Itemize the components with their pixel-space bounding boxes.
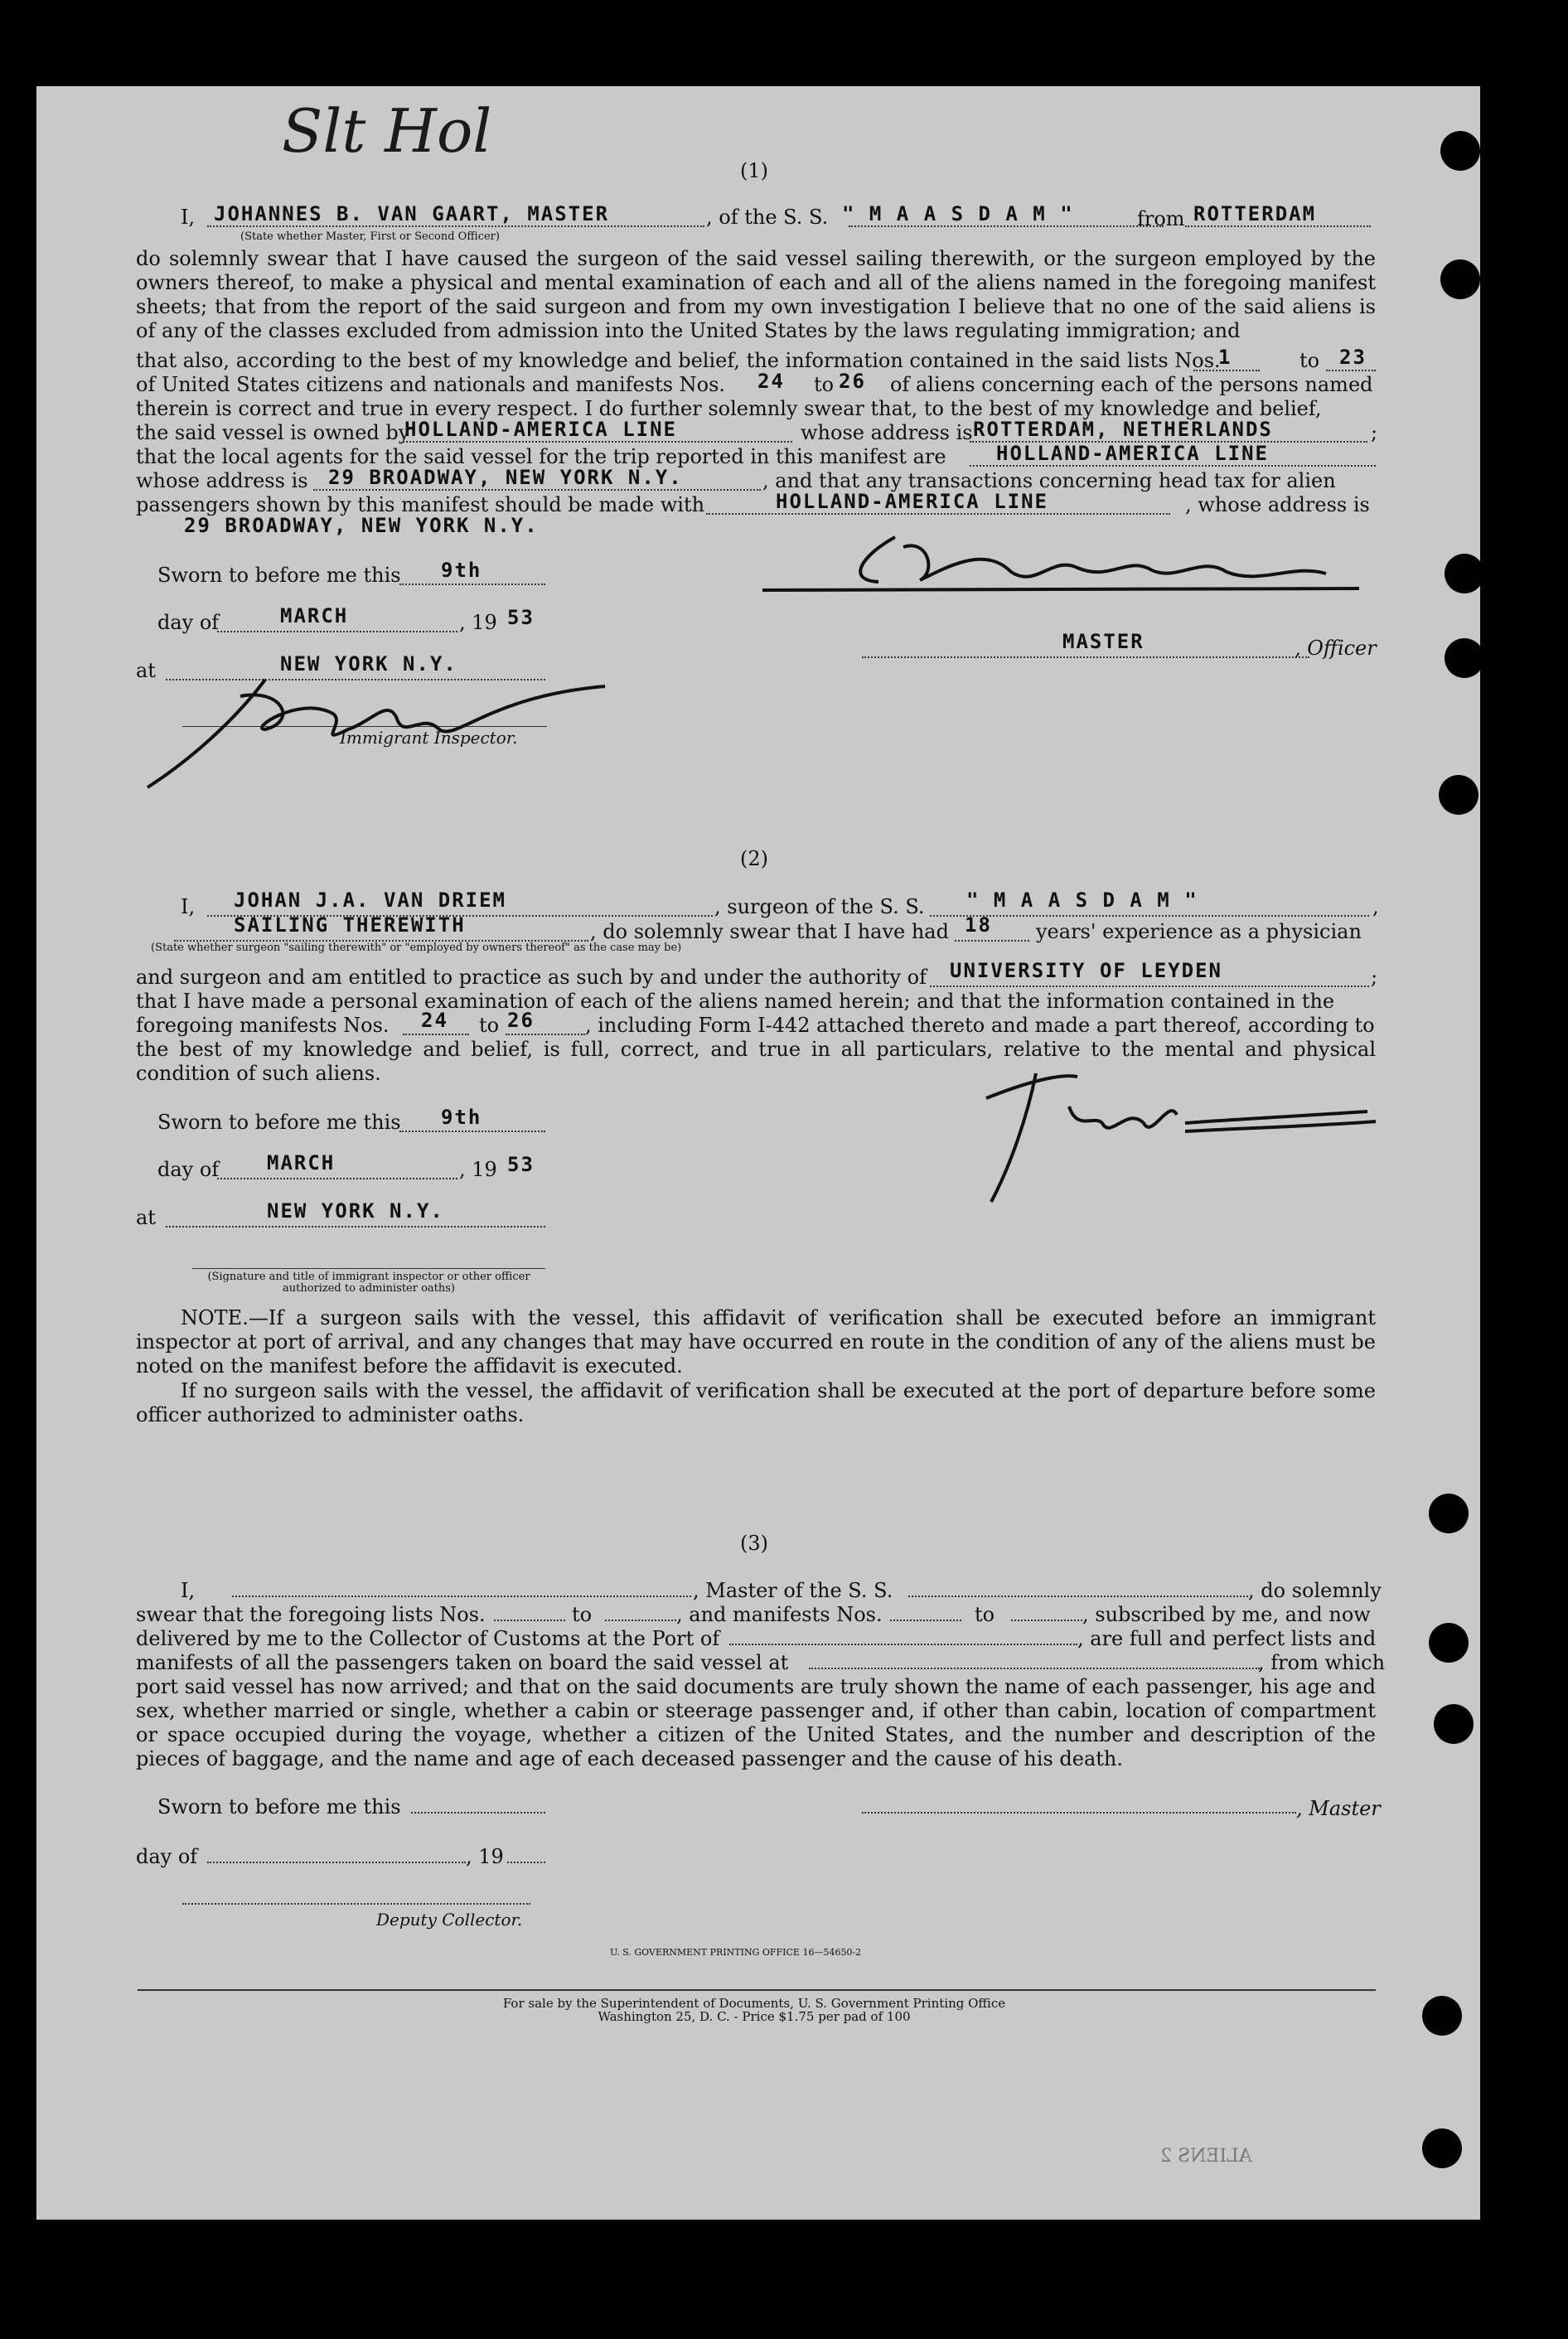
sailing-field: SAILING THEREWITH — [234, 913, 466, 937]
punch-hole — [1422, 1996, 1462, 2036]
master-name-line — [232, 1596, 691, 1597]
lists-to-field: 23 — [1339, 346, 1367, 369]
manifests-text: foregoing manifests Nos. — [136, 1014, 390, 1037]
punch-hole — [1429, 1494, 1469, 1533]
manifests-to-field: 26 — [507, 1009, 535, 1032]
i-label: I, — [181, 206, 196, 229]
years-line — [955, 940, 1029, 942]
ship-line — [930, 915, 1369, 917]
years-field: 18 — [965, 913, 992, 937]
owned-by-label: the said vessel is owned by — [136, 421, 410, 444]
year-line — [507, 1862, 545, 1863]
year-prefix: , 19 — [466, 1845, 504, 1868]
sworn-day-field: 9th — [441, 559, 482, 582]
note-label: NOTE. — [181, 1306, 249, 1329]
manifests-all-text: manifests of all the passengers taken on board the said vessel at — [136, 1651, 789, 1674]
whose-address-end: , whose address is — [1185, 493, 1370, 516]
head-tax-text: , and that any transactions concerning head tax for alien — [762, 469, 1336, 492]
head-tax-party-field: HOLLAND-AMERICA LINE — [776, 490, 1048, 513]
inspector-label: Immigrant Inspector. — [340, 728, 518, 748]
lists-to-line — [605, 1620, 676, 1621]
of-ss-label: , of the S. S. — [706, 206, 829, 229]
punch-hole — [1440, 131, 1480, 171]
citizens-text: of United States citizens and nationals and manifests Nos. — [136, 373, 726, 396]
punch-hole — [1429, 1623, 1469, 1663]
swear-text: , do solemnly swear that I have had — [590, 920, 949, 943]
semicolon: ; — [1371, 421, 1378, 444]
surgeon-signature — [978, 1065, 1384, 1206]
punch-hole — [1439, 775, 1478, 815]
inspector-signature — [141, 663, 613, 796]
master-label: , Master — [1296, 1797, 1381, 1820]
manifests-text: , and manifests Nos. — [676, 1603, 883, 1626]
delivered-text: delivered by me to the Collector of Customs at the Port of — [136, 1627, 720, 1650]
punch-hole — [1434, 1704, 1474, 1744]
lists-from-field: 1 — [1218, 346, 1232, 369]
section-3-heading: (3) — [740, 1532, 768, 1555]
section-2-body-b: the best of my knowledge and belief, is full, correct, and true in all particulars, relative to the mental and physical condition of such aliens. — [136, 1038, 1376, 1085]
punch-hole — [1445, 554, 1484, 593]
place-field: NEW YORK N.Y. — [267, 1199, 444, 1223]
agents-address-line — [313, 489, 761, 491]
month-field: MARCH — [280, 604, 349, 627]
day-of-label: day of — [157, 611, 220, 634]
semicolon: ; — [1371, 966, 1378, 989]
year-field: 53 — [507, 606, 535, 629]
from-port-line — [1185, 225, 1371, 227]
month-line — [207, 1862, 466, 1863]
master-name-field: JOHANNES B. VAN GAART, MASTER — [214, 202, 610, 225]
to-label: to — [479, 1014, 500, 1037]
ship-name-field: " M A A S D A M " — [966, 889, 1198, 912]
full-text: , are full and perfect lists and — [1077, 1627, 1377, 1650]
to-label: to — [975, 1603, 995, 1626]
at-label: at — [136, 659, 156, 682]
sale-line-1: For sale by the Superintendent of Documents, U. S. Government Printing Office — [502, 1996, 1006, 2011]
solemnly-label: , do solemnly — [1248, 1579, 1382, 1602]
surgeon-name-field: JOHAN J.A. VAN DRIEM — [234, 889, 506, 912]
owner-line — [403, 441, 792, 443]
head-tax-address-field: 29 BROADWAY, NEW YORK N.Y. — [184, 514, 539, 537]
state-note: (State whether surgeon "sailing therewith" or "employed by owners thereof" as the case may be) — [151, 942, 682, 954]
handwritten-annotation: Slt Hol — [282, 96, 492, 166]
to-label: to — [814, 373, 835, 396]
aliens-stamp: ALIENS 2 — [1160, 2146, 1252, 2167]
years-text: years' experience as a physician — [1036, 920, 1362, 943]
place-field: NEW YORK N.Y. — [280, 652, 457, 676]
subscribed-text: , subscribed by me, and now — [1082, 1603, 1371, 1626]
agents-text: that the local agents for the said vessel for the trip reported in this manifest are — [136, 445, 946, 468]
lists-to-line — [1326, 370, 1376, 371]
i-label: I, — [181, 1579, 196, 1602]
section-2-body-a: that I have made a personal examination of each of the aliens named herein; and that the information contained in the — [136, 990, 1335, 1013]
gpo-line: U. S. GOVERNMENT PRINTING OFFICE 16—54650-2 — [610, 1947, 862, 1958]
year-prefix: , 19 — [459, 1158, 497, 1181]
agents-line — [970, 465, 1376, 467]
manifests-to-line — [506, 1034, 585, 1035]
sale-line-2: Washington 25, D. C. - Price $1.75 per pad of 100 — [598, 2009, 911, 2024]
section-1-body: do solemnly swear that I have caused the surgeon of the said vessel sailing therewith, or the surgeon employed by the owners thereof, to make a physical and mental examination of each and all of the aliens named in the foregoing manifest sheets; that from the report of the said surgeon and from my own investigation I believe that no one of the said aliens is of any of the classes excluded from admission into the United States by the laws regulating immigration; and — [136, 247, 1376, 342]
place-line — [166, 1226, 545, 1228]
manifests-to-field: 26 — [839, 370, 866, 393]
manifests-to-line — [1011, 1620, 1082, 1621]
punch-hole — [1422, 2128, 1462, 2168]
section-2-heading: (2) — [740, 847, 768, 870]
owner-field: HOLLAND-AMERICA LINE — [404, 418, 677, 441]
belief-line: therein is correct and true in every respect. I do further solemnly swear that, to the best of my knowledge and belief, — [136, 397, 1322, 420]
whose-address-label: whose address is — [136, 469, 308, 492]
footer-rule — [138, 1989, 1376, 1991]
month-line — [217, 1178, 457, 1179]
from-which: , from which — [1258, 1651, 1386, 1674]
to-label: to — [572, 1603, 593, 1626]
sworn-day-line — [399, 1131, 545, 1132]
sworn-label: Sworn to before me this — [157, 1795, 401, 1818]
sworn-day-line — [399, 584, 545, 585]
form-text: , including Form I-442 attached thereto and made a part thereof, according to — [585, 1014, 1375, 1037]
ship-line — [849, 225, 1164, 227]
sworn-day-line — [411, 1812, 545, 1814]
at-label: at — [136, 1206, 156, 1229]
i-label: I, — [181, 895, 196, 918]
signature-note: (Signature and title of immigrant inspector or other officer authorized to administer oaths) — [207, 1271, 530, 1295]
authority-text: and surgeon and am entitled to practice as such by and under the authority of — [136, 966, 927, 989]
note-text-1: —If a surgeon sails with the vessel, this affidavit of verification shall be executed before an immigrant inspector at port of arrival, and any changes that may have occurred en route in the condition of any of the aliens must be noted on the manifest before the affidavit is executed. — [136, 1306, 1376, 1378]
punch-hole — [1440, 259, 1480, 299]
manifests-from-field: 24 — [757, 370, 785, 393]
month-line — [217, 631, 457, 632]
authority-field: UNIVERSITY OF LEYDEN — [950, 959, 1222, 982]
ship-name-field: " M A A S D A M " — [842, 202, 1074, 225]
ship-line — [908, 1596, 1248, 1597]
manifests-from-line — [890, 1620, 961, 1621]
note-paragraph-1 — [136, 1306, 1376, 1378]
manifests-from-field: 24 — [421, 1009, 448, 1032]
master-of-label: , Master of the S. S. — [693, 1579, 893, 1602]
passengers-text: passengers shown by this manifest should be made with — [136, 493, 705, 516]
from-label: from — [1137, 207, 1185, 230]
comma: , — [1372, 895, 1379, 918]
head-tax-party-line — [706, 513, 1170, 515]
officer-title-field: MASTER — [1062, 630, 1145, 653]
sworn-label: Sworn to before me this — [157, 564, 401, 587]
officer-label: , Officer — [1295, 637, 1377, 660]
signature-line — [192, 1268, 545, 1269]
authority-line — [930, 985, 1369, 987]
aliens-text: of aliens concerning each of the persons named — [890, 373, 1373, 396]
agents-address-field: 29 BROADWAY, NEW YORK N.Y. — [328, 466, 683, 489]
master-signature-line — [862, 1812, 1296, 1814]
punch-hole — [1445, 638, 1484, 678]
embark-port-line — [809, 1668, 1260, 1669]
deputy-label: Deputy Collector. — [376, 1910, 523, 1930]
agents-field: HOLLAND-AMERICA LINE — [996, 442, 1269, 465]
manifests-from-line — [403, 1034, 469, 1035]
lists-line-text: that also, according to the best of my knowledge and belief, the information contained in the said lists Nos. — [136, 349, 1221, 372]
lists-from-line — [494, 1620, 565, 1621]
note-paragraph-2: If no surgeon sails with the vessel, the affidavit of verification shall be executed at the port of departure before some officer authorized to administer oaths. — [136, 1379, 1376, 1426]
year-field: 53 — [507, 1153, 535, 1176]
lists-text: swear that the foregoing lists Nos. — [136, 1603, 486, 1626]
lists-from-line — [1193, 370, 1260, 371]
section-3-body: port said vessel has now arrived; and that on the said documents are truly shown the name of each passenger, his age and sex, whether married or single, whether a cabin or steerage passenger and, if other than cabin, location of compartment or space occupied during the voyage, whether a citizen of the United States, and the number and description of the pieces of baggage, and the name and age of each deceased passenger and the cause of his death. — [136, 1675, 1376, 1770]
to-label: to — [1299, 349, 1320, 372]
section-1-heading: (1) — [740, 159, 768, 182]
state-note: (State whether Master, First or Second Officer) — [240, 230, 500, 243]
port-line — [729, 1644, 1077, 1645]
year-prefix: , 19 — [459, 611, 497, 634]
from-port-field: ROTTERDAM — [1193, 202, 1317, 225]
master-signature — [762, 530, 1392, 597]
whose-address-label: whose address is — [801, 421, 973, 444]
sworn-day-field: 9th — [441, 1106, 482, 1129]
surgeon-of-label: , surgeon of the S. S. — [714, 895, 925, 918]
sworn-label: Sworn to before me this — [157, 1111, 401, 1134]
master-name-line — [207, 225, 704, 227]
day-of-label: day of — [136, 1845, 198, 1868]
owner-address-field: ROTTERDAM, NETHERLANDS — [973, 418, 1273, 441]
deputy-line — [182, 1903, 530, 1905]
day-of-label: day of — [157, 1158, 220, 1181]
month-field: MARCH — [267, 1151, 336, 1174]
officer-line — [862, 656, 1309, 658]
